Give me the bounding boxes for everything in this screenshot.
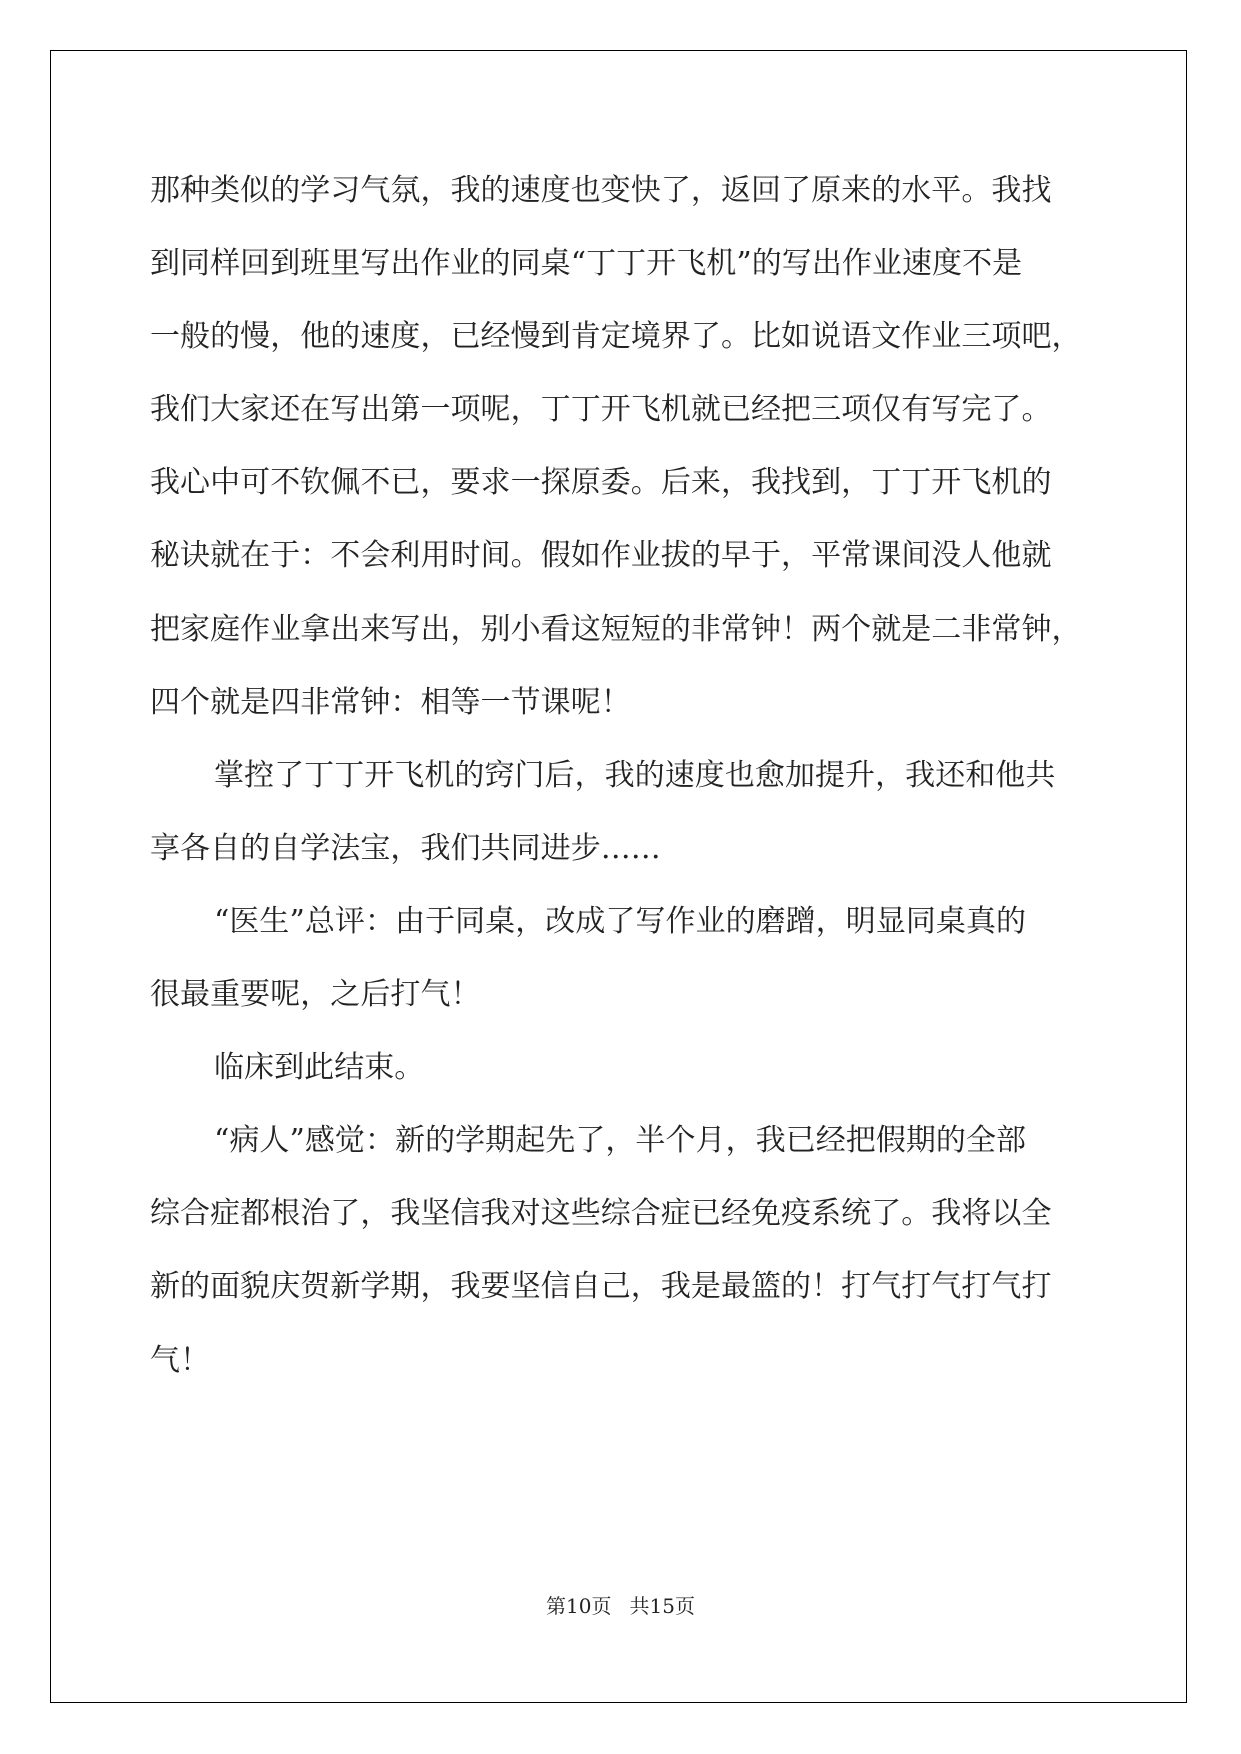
text-line: 气！	[150, 1342, 211, 1378]
total-pages: 共15页	[629, 1594, 695, 1618]
document-body	[150, 154, 1100, 1397]
text-line: 很最重要呢，之后打气！	[150, 977, 481, 1013]
text-line: 四个就是四非常钟：相等一节课呢！	[150, 684, 631, 720]
text-line: 我心中可不钦佩不已，要求一探原委。后来，我找到，丁丁开飞机的	[150, 465, 1052, 501]
text-line: 到同样回到班里写出作业的同桌“丁丁开飞机”的写出作业速度不是	[150, 246, 1023, 282]
page-number: 第10页	[546, 1594, 612, 1618]
text-line: 秘诀就在于：不会利用时间。假如作业拔的早于，平常课间没人他就	[150, 538, 1052, 574]
text-line: 一般的慢，他的速度，已经慢到肯定境界了。比如说语文作业三项吧，	[150, 319, 1082, 355]
text-line: 综合症都根治了，我坚信我对这些综合症已经免疫系统了。我将以全	[150, 1196, 1052, 1232]
paragraph-first-line: 临床到此结束。	[214, 1050, 425, 1086]
text-line: 那种类似的学习气氛，我的速度也变快了，返回了原来的水平。我找	[150, 173, 1052, 208]
paragraph-first-line: “医生”总评：由于同桌，改成了写作业的磨蹭，明显同桌真的	[214, 903, 1027, 939]
page-footer	[0, 1590, 1241, 1619]
text-line: 享各自的自学法宝，我们共同进步……	[150, 830, 661, 866]
text-line: 我们大家还在写出第一项呢，丁丁开飞机就已经把三项仅有写完了。	[150, 392, 1052, 428]
text-line: 新的面貌庆贺新学期，我要坚信自己，我是最篮的！打气打气打气打	[150, 1269, 1052, 1305]
paragraph-first-line: 掌控了丁丁开飞机的窍门后，我的速度也愈加提升，我还和他共	[214, 757, 1056, 793]
text-line: 把家庭作业拿出来写出，别小看这短短的非常钟！两个就是二非常钟，	[150, 611, 1082, 647]
paragraph-first-line: “病人”感觉：新的学期起先了，半个月，我已经把假期的全部	[214, 1123, 1027, 1159]
